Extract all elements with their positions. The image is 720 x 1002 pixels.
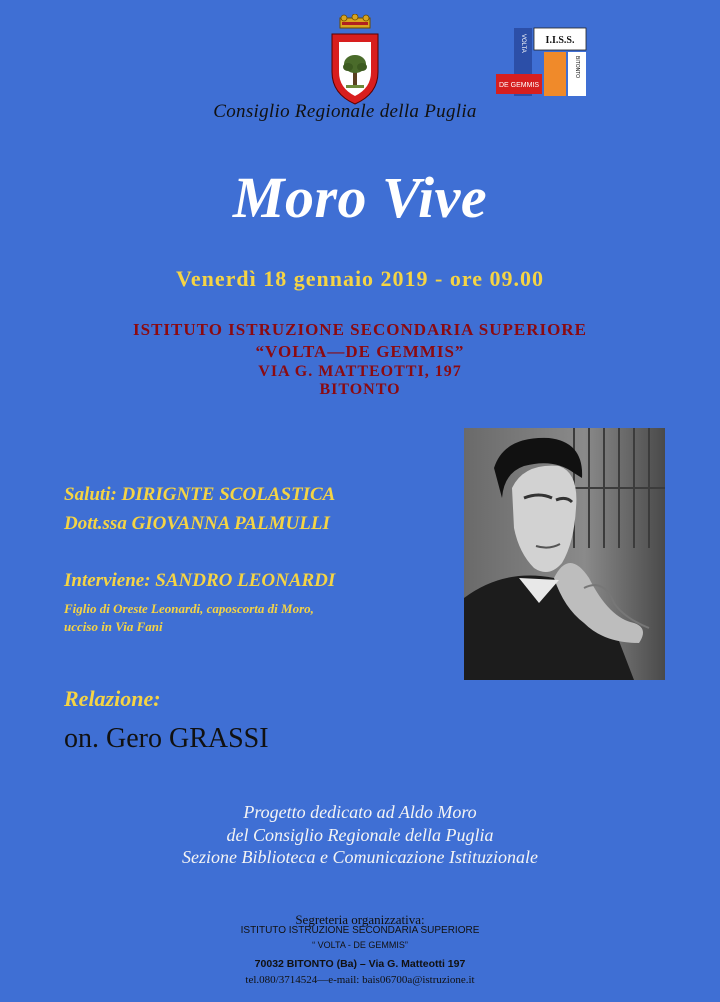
- intervention-description-2: ucciso in Via Fani: [64, 619, 163, 634]
- greetings-line-2: Dott.ssa GIOVANNA PALMULLI: [64, 513, 330, 534]
- regional-emblem-icon: [326, 14, 384, 106]
- intervention-description-1: Figlio di Oreste Leonardi, caposcorta di Moro,: [64, 601, 314, 616]
- footer-contact: tel.080/3714524—e-mail: bais06700a@istruzione.it: [245, 974, 475, 986]
- school-logo-top-label: I.I.S.S.: [545, 35, 575, 46]
- council-name: Consiglio Regionale della Puglia: [213, 101, 477, 122]
- intervention-speaker: Interviene: SANDRO LEONARDI: [64, 570, 336, 591]
- main-speaker: on. Gero GRASSI: [64, 723, 269, 754]
- venue-line-4: BITONTO: [319, 381, 401, 398]
- venue-line-3: VIA G. MATTEOTTI, 197: [258, 363, 462, 380]
- school-logo-icon: [494, 26, 590, 100]
- school-logo-right-vertical: BITONTO: [574, 56, 580, 79]
- event-datetime: Venerdì 18 gennaio 2019 - ore 09.00: [175, 266, 545, 291]
- portrait-photo: [464, 428, 665, 680]
- footer-address: 70032 BITONTO (Ba) – Via G. Matteotti 197: [254, 958, 466, 970]
- venue-line-1: ISTITUTO ISTRUZIONE SECONDARIA SUPERIORE: [133, 320, 587, 339]
- report-label: Relazione:: [64, 686, 161, 711]
- school-logo-bottom-label: DE GEMMIS: [498, 82, 540, 89]
- footer-organizer-label: Segreteria organizzativa:: [295, 912, 425, 927]
- event-title: Moro Vive: [232, 165, 488, 230]
- school-logo-left-vertical: VOLTA: [520, 34, 526, 53]
- footer-institute: ISTITUTO ISTRUZIONE SECONDARIA SUPERIORE: [240, 925, 480, 936]
- greetings-line-1: Saluti: DIRIGNTE SCOLASTICA: [64, 484, 336, 505]
- venue-line-2: “VOLTA—DE GEMMIS”: [255, 342, 465, 361]
- project-line-1: Progetto dedicato ad Aldo Moro: [243, 802, 477, 822]
- project-line-3: Sezione Biblioteca e Comunicazione Istituzionale: [182, 847, 538, 867]
- footer-school-name: “ VOLTA - DE GEMMIS”: [312, 940, 408, 950]
- project-line-2: del Consiglio Regionale della Puglia: [226, 825, 494, 845]
